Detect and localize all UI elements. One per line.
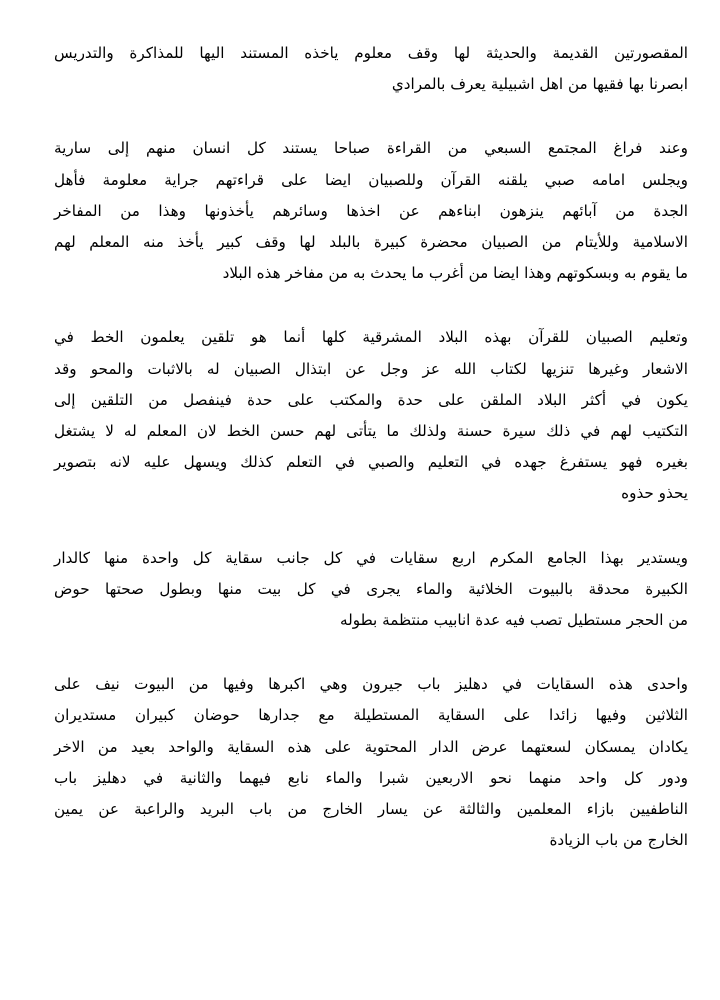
- text-line: واحدى هذه السقايات في دهليز باب جيرون وهي اكبرها وفيها من البيوت نيف على: [54, 675, 688, 694]
- text-line: الكبيرة محدقة بالبيوت الخلائية والماء يجرى في كل بيت منها وبطول صحتها حوض: [54, 579, 688, 598]
- paragraph-3: [54, 322, 688, 509]
- paragraph-4: [54, 543, 688, 637]
- text-line: ودور كل واحد منهما نحو الاربعين شبرا والماء نابع فيهما والثانية في دهليز باب: [54, 768, 688, 787]
- text-line: بغيره فهو يستفرغ جهده في التعليم والصبي في التعلم كذلك ويسهل عليه لانه بتصوير: [54, 453, 688, 472]
- text-line: ويجلس امامه صبي يلقنه القرآن وللصبيان ايضا على قراءتهم جراية معلومة فأهل: [54, 170, 688, 189]
- text-line: وتعليم الصبيان للقرآن بهذه البلاد المشرقية كلها أنما هو تلقين يعلمون الخط في: [54, 328, 688, 347]
- text-line: الجدة من آبائهم ينزهون ابناءهم عن اخذها وسائرهم يأخذونها وهذا من المفاخر: [54, 201, 688, 220]
- text-line: الاسلامية وللأيتام من الصبيان محضرة كبيرة بالبلد لها وقف كبير يأخذ منه المعلم لهم: [54, 233, 688, 252]
- text-line: يكادان يمسكان لسعتهما عرض الدار المحتوية على هذه السقاية والواحد بعيد من الاخر: [54, 737, 688, 756]
- text-line: المقصورتين القديمة والحديثة لها وقف معلوم ياخذه المستند اليها للمذاكرة والتدريس: [54, 44, 688, 62]
- text-line: ما يقوم به وبسكوتهم وهذا ايضا من أغرب ما يحدث به من مفاخر هذه البلاد: [222, 264, 688, 283]
- text-line: ابصرنا بها فقيها من اهل اشبيلية يعرف بالمرادي: [391, 75, 688, 94]
- text-line: الاشعار وغيرها تنزيها لكتاب الله عز وجل عن ابتذال الصبيان له بالاثبات والمحو وقد: [54, 359, 688, 378]
- text-line: من الحجر مستطيل تصب فيه عدة انابيب منتظمة بطوله: [339, 611, 688, 630]
- text-line: يحذو حذوه: [621, 484, 688, 503]
- text-line: الخارج من باب الزيادة: [549, 831, 688, 850]
- paragraph-1: [54, 38, 688, 100]
- text-line: الناطفيين بازاء المعلمين والثالثة عن يسار الخارج من باب البريد والراعبة عن يمين: [54, 800, 688, 819]
- text-line: الثلاثين وفيها زائدا على السقاية المستطيلة مع جدارها حوضان كبيران مستديران: [54, 706, 688, 725]
- document-page: [54, 38, 688, 889]
- text-line: يكون في أكثر البلاد الملقن على حدة والمكتب على حدة فينفصل من التلقين إلى: [54, 390, 688, 409]
- text-line: التكتيب لهم في ذلك سيرة حسنة ولذلك ما يتأتى لهم حسن الخط لان المعلم له لا يشتغل: [54, 422, 688, 441]
- paragraph-2: [54, 133, 688, 289]
- paragraph-5: [54, 669, 688, 856]
- text-line: ويستدير بهذا الجامع المكرم اربع سقايات في كل جانب سقاية كل واحدة منها كالدار: [54, 548, 688, 567]
- text-line: وعند فراغ المجتمع السبعي من القراءة صباحا يستند كل انسان منهم إلى سارية: [54, 139, 688, 158]
